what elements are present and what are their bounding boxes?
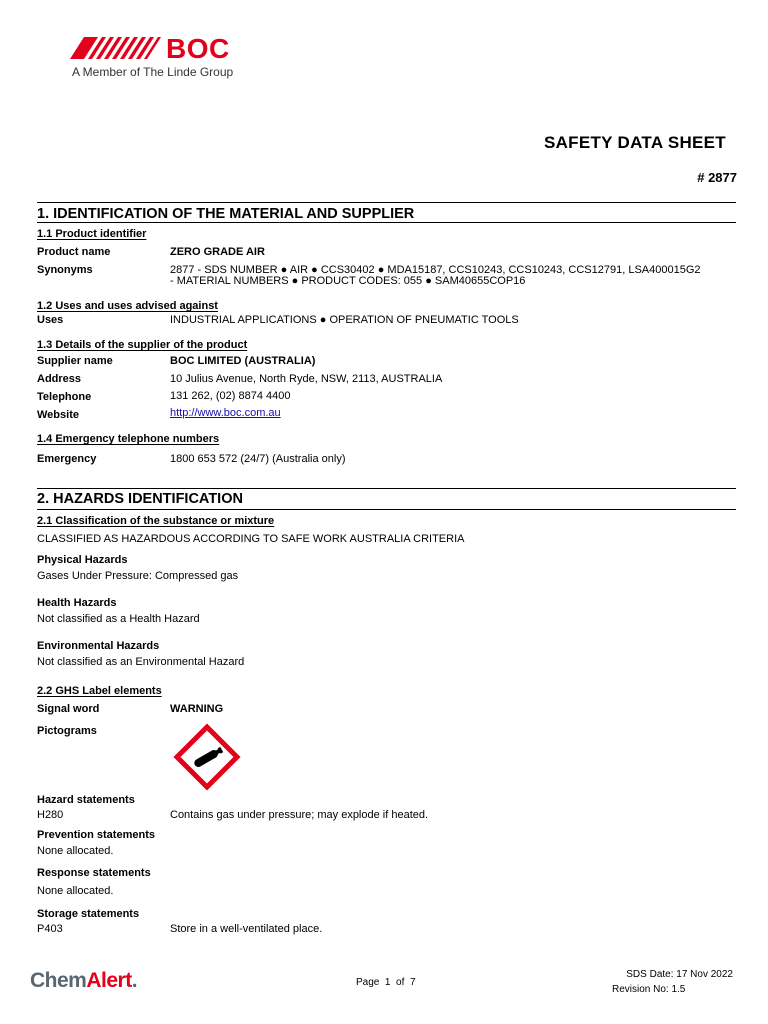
section-rule bbox=[37, 202, 736, 203]
environmental-hazards-label: Environmental Hazards bbox=[37, 640, 160, 652]
uses-label: Uses bbox=[37, 314, 64, 326]
revision-number: Revision No: 1.5 bbox=[612, 984, 686, 995]
telephone-label: Telephone bbox=[37, 391, 92, 403]
prevention-statements-label: Prevention statements bbox=[37, 829, 155, 841]
emergency-value: 1800 653 572 (24/7) (Australia only) bbox=[170, 453, 346, 465]
page-current: 1 bbox=[384, 977, 391, 988]
response-statements-label: Response statements bbox=[37, 867, 151, 879]
website-link[interactable]: http://www.boc.com.au bbox=[170, 407, 281, 419]
supplier-name-label: Supplier name bbox=[37, 355, 113, 367]
response-value: None allocated. bbox=[37, 885, 114, 897]
health-hazards-value: Not classified as a Health Hazard bbox=[37, 613, 200, 625]
synonyms-value-line2: - MATERIAL NUMBERS ● PRODUCT CODES: 055 ● SAM40655COP16 bbox=[170, 275, 526, 287]
section-2-heading: 2. HAZARDS IDENTIFICATION bbox=[37, 491, 243, 507]
physical-hazards-value: Gases Under Pressure: Compressed gas bbox=[37, 570, 239, 582]
subsection-2-2-title: 2.2 GHS Label elements bbox=[37, 685, 162, 697]
subsection-1-3-title: 1.3 Details of the supplier of the product bbox=[37, 339, 248, 351]
health-hazards-label: Health Hazards bbox=[37, 597, 117, 609]
boc-wordmark: BOC bbox=[166, 33, 230, 64]
tagline: A Member of The Linde Group bbox=[72, 65, 234, 79]
section-1-heading: 1. IDENTIFICATION OF THE MATERIAL AND SUPPLIER bbox=[37, 206, 415, 222]
product-name-value: ZERO GRADE AIR bbox=[170, 246, 265, 258]
supplier-name-value: BOC LIMITED (AUSTRALIA) bbox=[170, 355, 316, 367]
subsection-1-1-title: 1.1 Product identifier bbox=[37, 228, 147, 240]
sds-number: # 2877 bbox=[697, 170, 737, 185]
emergency-label: Emergency bbox=[37, 453, 97, 465]
environmental-hazards-value: Not classified as an Environmental Hazard bbox=[37, 656, 245, 668]
section-rule bbox=[37, 222, 736, 223]
storage-statements-label: Storage statements bbox=[37, 908, 140, 920]
section-rule bbox=[37, 509, 736, 510]
sds-date: SDS Date: 17 Nov 2022 bbox=[626, 969, 733, 980]
chemalert-wordmark-part2: Alert bbox=[86, 969, 132, 992]
subsection-1-2-title: 1.2 Uses and uses advised against bbox=[37, 300, 218, 312]
page-of: of bbox=[396, 977, 405, 988]
boc-stripes-icon bbox=[70, 37, 162, 59]
uses-value: INDUSTRIAL APPLICATIONS ● OPERATION OF PNEUMATIC TOOLS bbox=[170, 314, 519, 326]
page-indicator bbox=[356, 977, 416, 988]
pictograms-label: Pictograms bbox=[37, 725, 97, 737]
document-title: SAFETY DATA SHEET bbox=[543, 133, 726, 152]
telephone-value: 131 262, (02) 8874 4400 bbox=[170, 390, 291, 402]
storage-code: P403 bbox=[37, 923, 63, 935]
product-name-label: Product name bbox=[37, 246, 111, 258]
chemalert-dot: . bbox=[131, 969, 138, 992]
synonyms-label: Synonyms bbox=[37, 264, 93, 276]
classification-text: CLASSIFIED AS HAZARDOUS ACCORDING TO SAFE WORK AUSTRALIA CRITERIA bbox=[37, 533, 465, 545]
storage-text: Store in a well-ventilated place. bbox=[170, 923, 323, 935]
chemalert-wordmark-part1: Chem bbox=[30, 969, 87, 992]
signal-word-value: WARNING bbox=[170, 703, 224, 715]
hazard-code: H280 bbox=[37, 809, 64, 821]
prevention-value: None allocated. bbox=[37, 845, 114, 857]
section-rule bbox=[37, 488, 736, 489]
gas-cylinder-icon bbox=[173, 723, 241, 791]
boc-logo bbox=[70, 33, 240, 81]
hazard-text: Contains gas under pressure; may explode if heated. bbox=[170, 809, 429, 821]
page-total: 7 bbox=[409, 977, 416, 988]
physical-hazards-label: Physical Hazards bbox=[37, 554, 128, 566]
hazard-statements-label: Hazard statements bbox=[37, 794, 135, 806]
synonyms-value-line1: 2877 - SDS NUMBER ● AIR ● CCS30402 ● MDA15187, CCS10243, CCS10243, CCS12791, LSA400015G2 bbox=[170, 264, 701, 276]
signal-word-label: Signal word bbox=[37, 703, 100, 715]
page-label: Page bbox=[356, 977, 380, 988]
address-label: Address bbox=[37, 373, 82, 385]
subsection-2-1-title: 2.1 Classification of the substance or mixture bbox=[37, 515, 275, 527]
subsection-1-4-title: 1.4 Emergency telephone numbers bbox=[37, 433, 220, 445]
address-value: 10 Julius Avenue, North Ryde, NSW, 2113, AUSTRALIA bbox=[170, 373, 443, 385]
chemalert-logo bbox=[30, 969, 137, 993]
website-label: Website bbox=[37, 409, 79, 421]
